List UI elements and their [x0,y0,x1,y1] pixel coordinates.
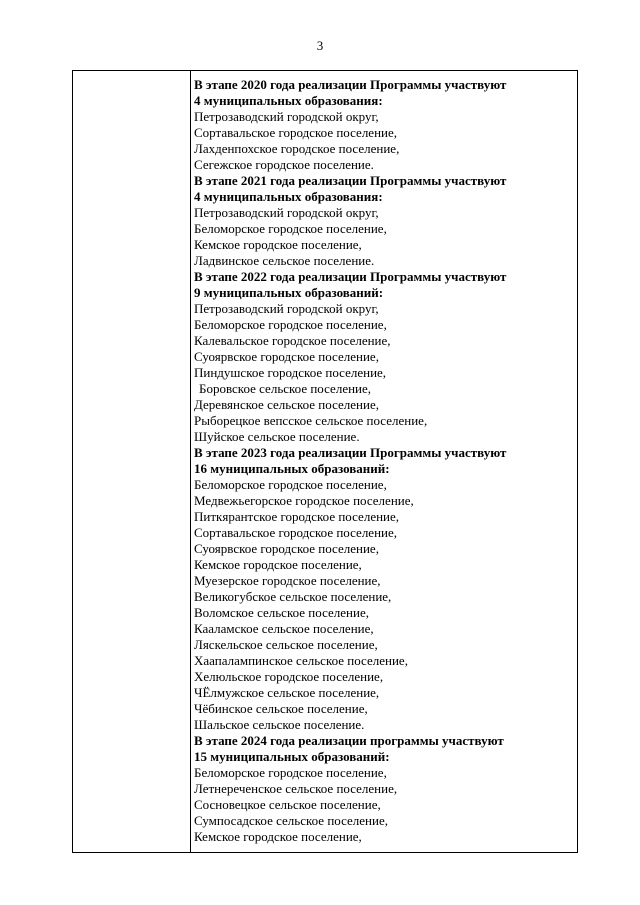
list-item: Хаапалампинское сельское поселение, [194,653,408,668]
list-item: Воломское сельское поселение, [194,605,369,620]
stage-heading: В этапе 2023 года реализации Программы участвуют [194,445,507,460]
stage-count-line: 16 муниципальных образований: [194,461,390,476]
list-item: Беломорское городское поселение, [194,221,387,236]
stage-count-line: 9 муниципальных образований: [194,285,384,300]
list-item: Питкярантское городское поселение, [194,509,400,524]
list-item: Летнереченское сельское поселение, [194,781,398,796]
list-item: Калевальское городское поселение, [194,333,391,348]
list-item: Великогубское сельское поселение, [194,589,392,604]
stage-heading: В этапе 2021 года реализации Программы участвуют [194,173,507,188]
list-item: Шуйское сельское поселение. [194,429,360,444]
stage-count-line: 15 муниципальных образований: [194,749,390,764]
list-item: Сортавальское городское поселение, [194,525,398,540]
stage-count-line: 4 муниципальных образования: [194,189,383,204]
stage-2021-block [194,173,574,269]
list-item: Кааламское сельское поселение, [194,621,374,636]
list-item: Шальское сельское поселение. [194,717,365,732]
list-item: Деревянское сельское поселение, [194,397,379,412]
list-item: Суоярвское городское поселение, [194,541,379,556]
list-item: Петрозаводский городской округ, [194,205,379,220]
stage-2024-block [194,733,574,845]
table-left-column [73,71,191,852]
stage-heading: В этапе 2024 года реализации программы участвуют [194,733,504,748]
list-item: Сегежское городское поселение. [194,157,374,172]
list-item: Боровское сельское поселение, [199,381,372,396]
stage-2022-block [194,269,574,445]
page-number: 3 [316,38,324,53]
list-item: Петрозаводский городской округ, [194,109,379,124]
stage-2020-block [194,77,574,173]
stage-heading: В этапе 2022 года реализации Программы участвуют [194,269,507,284]
list-item: Хелюльское городское поселение, [194,669,384,684]
list-item: ЧЁлмужское сельское поселение, [194,685,380,700]
list-item: Сумпосадское сельское поселение, [194,813,388,828]
stage-count-line: 4 муниципальных образования: [194,93,383,108]
stage-2023-block [194,445,574,733]
list-item: Лахденпохское городское поселение, [194,141,400,156]
list-item: Пиндушское городское поселение, [194,365,387,380]
list-item: Ляскельское сельское поселение, [194,637,378,652]
list-item: Беломорское городское поселение, [194,765,387,780]
list-item: Медвежьегорское городское поселение, [194,493,414,508]
list-item: Беломорское городское поселение, [194,317,387,332]
table-right-column [194,77,574,845]
list-item: Сосновецкое сельское поселение, [194,797,381,812]
list-item: Петрозаводский городской округ, [194,301,379,316]
list-item: Кемское городское поселение, [194,829,362,844]
list-item: Ладвинское сельское поселение. [194,253,375,268]
list-item: Кемское городское поселение, [194,237,362,252]
list-item: Кемское городское поселение, [194,557,362,572]
list-item: Беломорское городское поселение, [194,477,387,492]
list-item: Суоярвское городское поселение, [194,349,379,364]
program-table [72,70,578,853]
stage-heading: В этапе 2020 года реализации Программы участвуют [194,77,507,92]
list-item: Рыборецкое вепсское сельское поселение, [194,413,428,428]
list-item: Сортавальское городское поселение, [194,125,398,140]
list-item: Чёбинское сельское поселение, [194,701,368,716]
list-item: Муезерское городское поселение, [194,573,381,588]
